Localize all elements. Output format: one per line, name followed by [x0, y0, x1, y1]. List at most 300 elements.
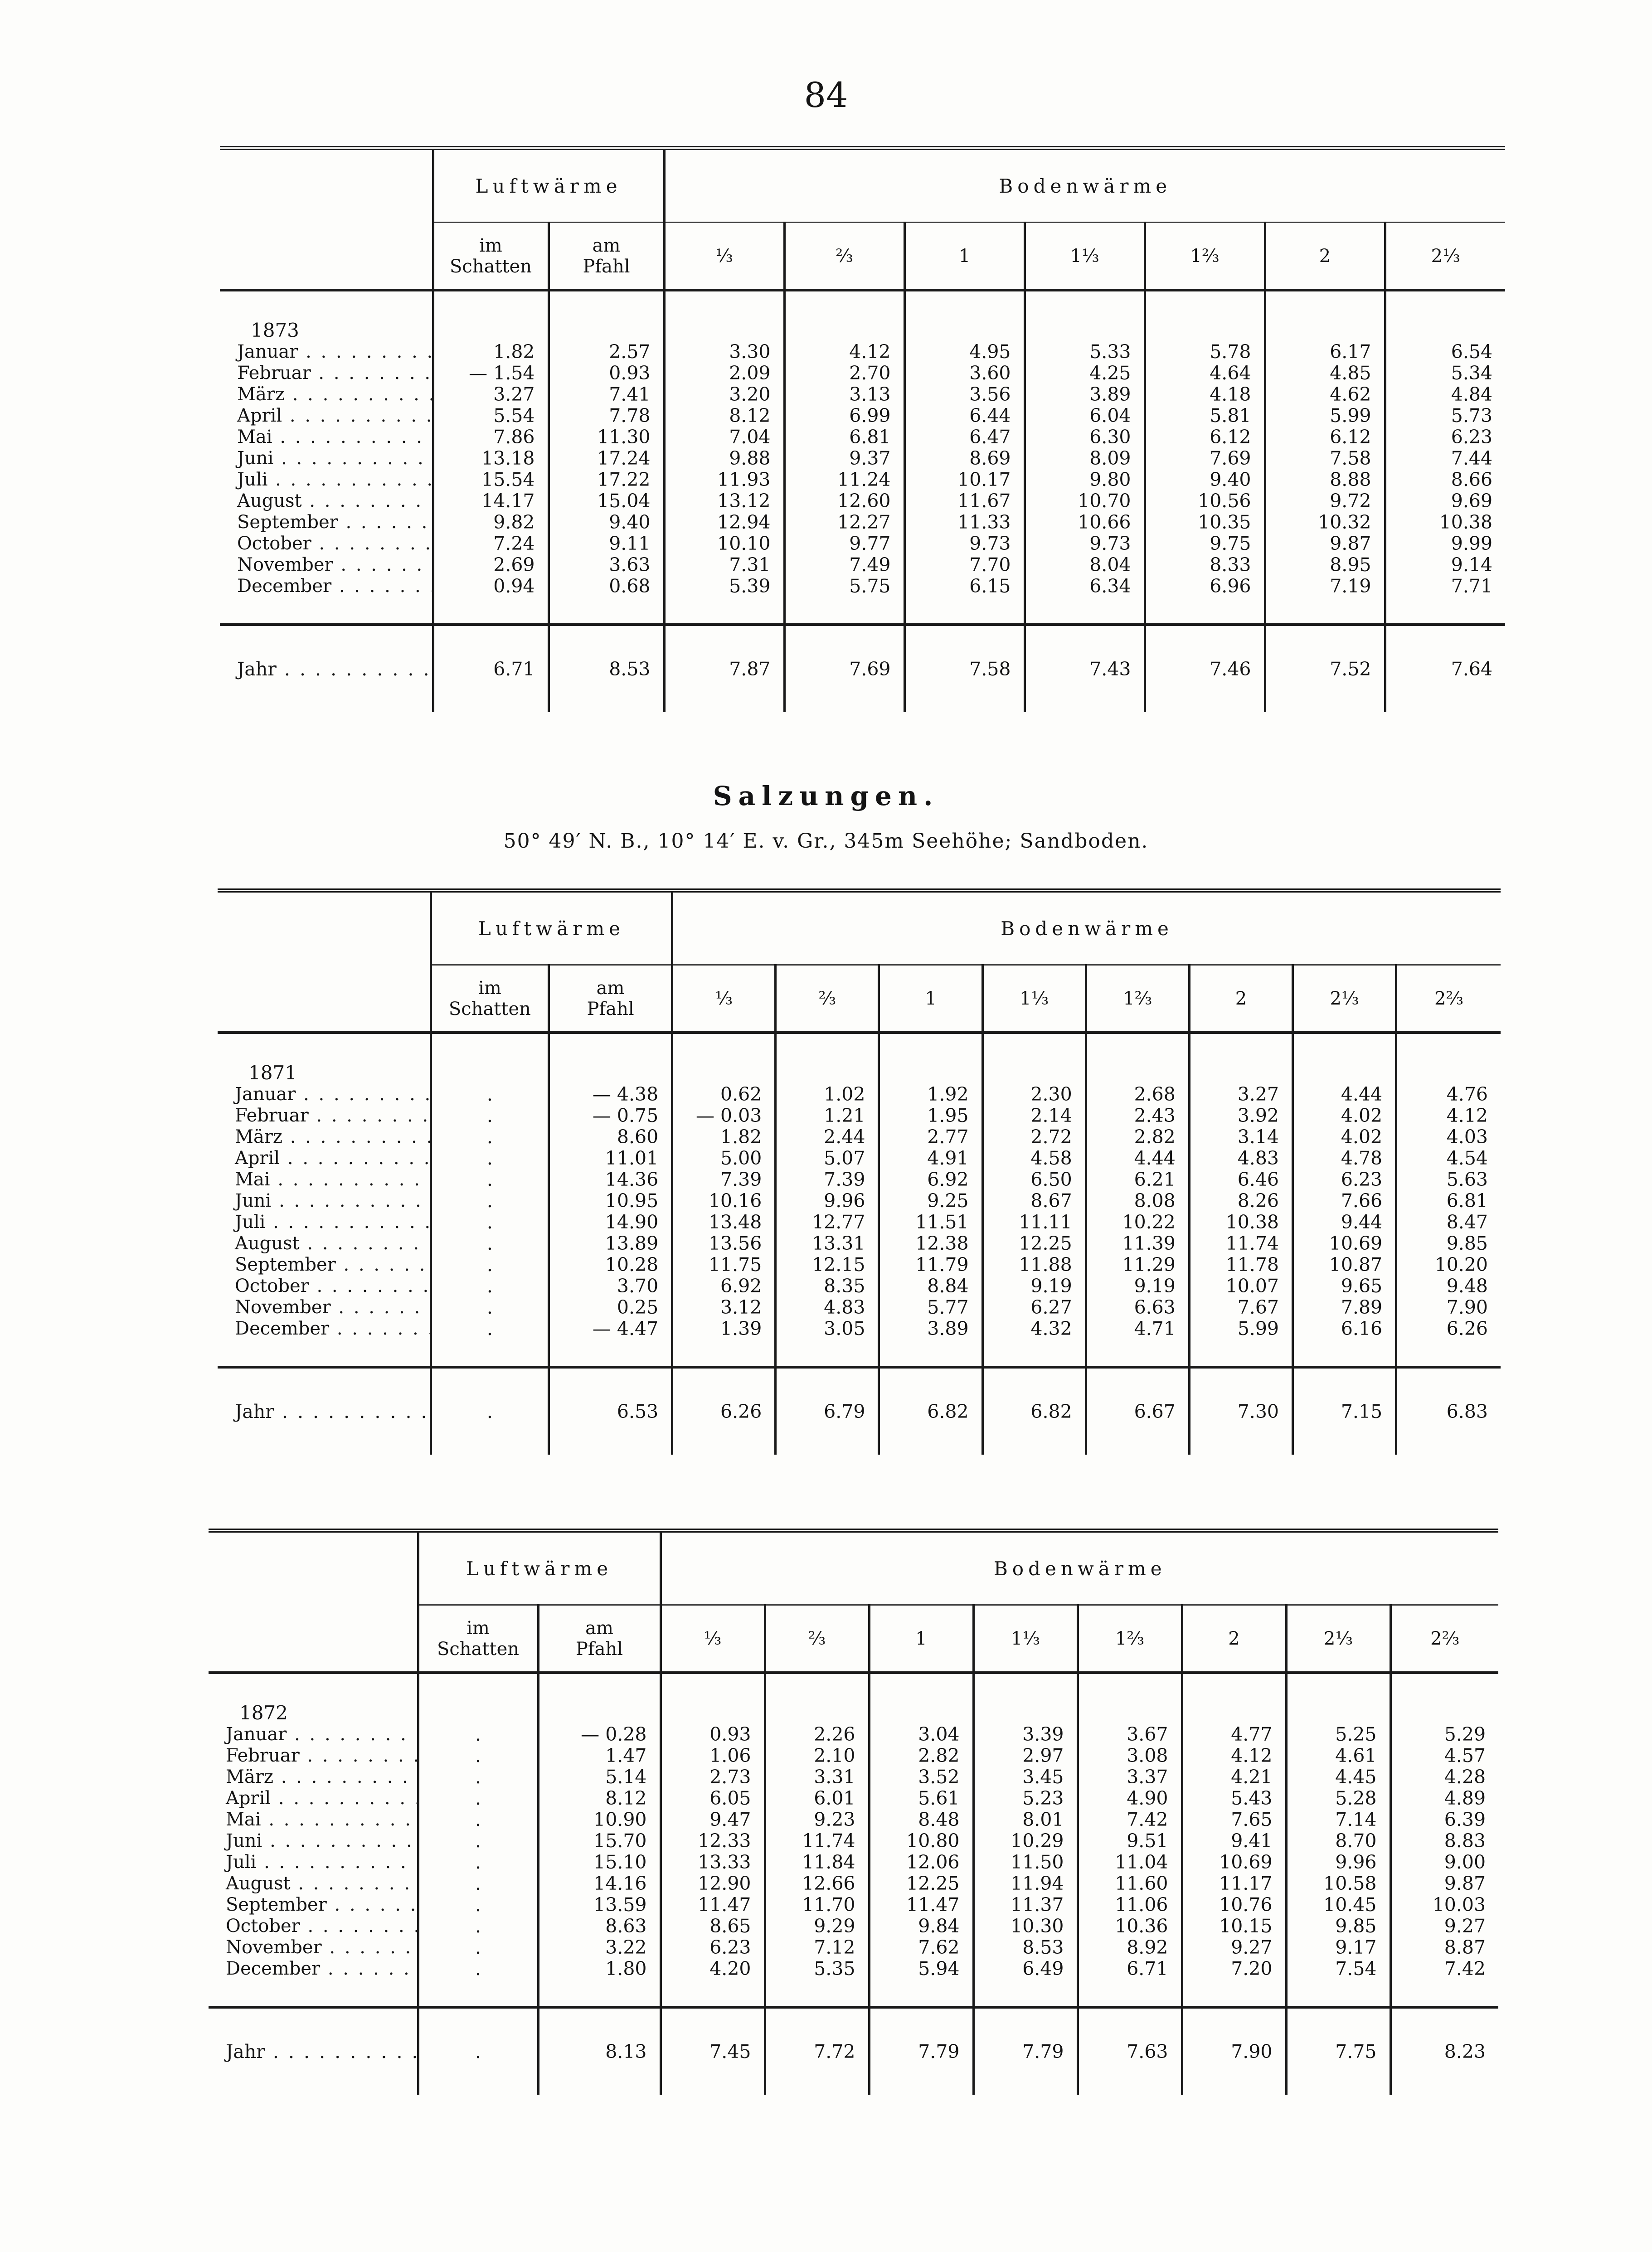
table-cell: 8.53: [973, 1937, 1078, 1958]
table-cell: 4.12: [784, 341, 904, 363]
table-cell: 4.02: [1293, 1105, 1396, 1126]
jahr-cell: 7.75: [1286, 2007, 1390, 2095]
table-cell: 10.35: [1145, 512, 1265, 533]
table-cell: — 4.47: [549, 1318, 672, 1340]
table-cell: 7.42: [1078, 1809, 1182, 1830]
table-cell: 3.67: [1078, 1724, 1182, 1745]
table-cell: 9.85: [1396, 1233, 1501, 1254]
table-cell: 7.20: [1182, 1958, 1286, 1980]
table-cell: 9.82: [433, 512, 549, 533]
table-cell: 5.54: [433, 405, 549, 427]
table-cell: 7.67: [1189, 1297, 1292, 1318]
table-cell: 11.37: [973, 1894, 1078, 1916]
header-depth: 1: [869, 1605, 973, 1673]
header-depth: 2: [1265, 223, 1385, 291]
table-cell: 15.10: [538, 1852, 661, 1873]
month-label: Mai . . .: [220, 427, 433, 448]
table-cell: 7.78: [549, 405, 664, 427]
table-cell: 10.15: [1182, 1916, 1286, 1937]
table-cell: 6.12: [1265, 427, 1385, 448]
jahr-row: [220, 625, 1505, 712]
table-cell: 2.30: [982, 1084, 1086, 1105]
table-cell: 7.71: [1385, 576, 1505, 597]
table-cell: 13.12: [664, 490, 784, 512]
table-cell: .: [418, 1809, 538, 1830]
table-cell: 8.04: [1025, 554, 1145, 576]
jahr-cell: 6.79: [776, 1367, 879, 1455]
table-1873: [220, 146, 1505, 712]
table-cell: 13.56: [672, 1233, 776, 1254]
table-cell: 9.25: [879, 1190, 982, 1212]
station-subtitle: 50° 49′ N. B., 10° 14′ E. v. Gr., 345m Seehöhe; Sandboden.: [503, 830, 1149, 853]
table-cell: 8.95: [1265, 554, 1385, 576]
table-cell: 13.33: [661, 1852, 765, 1873]
table-cell: 3.70: [549, 1276, 672, 1297]
table-cell: 9.96: [776, 1190, 879, 1212]
table-cell: .: [418, 1767, 538, 1788]
table-cell: 8.84: [879, 1276, 982, 1297]
table-cell: 11.93: [664, 469, 784, 490]
jahr-cell: 8.23: [1390, 2007, 1498, 2095]
month-label: April . . .: [218, 1148, 431, 1169]
table-cell: 4.44: [1293, 1084, 1396, 1105]
table-cell: 4.12: [1396, 1105, 1501, 1126]
month-label: November . . .: [209, 1937, 418, 1958]
table-cell: 6.34: [1025, 576, 1145, 597]
table-cell: 8.26: [1189, 1190, 1292, 1212]
page-number: 84: [804, 75, 848, 115]
table-cell: 6.96: [1145, 576, 1265, 597]
header-bodenwaerme: Bodenwärme: [664, 148, 1505, 223]
header-depth: 2⅓: [1293, 965, 1396, 1033]
table-cell: 4.57: [1390, 1745, 1498, 1767]
table-cell: 7.58: [1265, 448, 1385, 469]
table-cell: 7.12: [765, 1937, 869, 1958]
table-cell: 8.33: [1145, 554, 1265, 576]
header-depth: ⅓: [672, 965, 776, 1033]
month-label: August . . .: [218, 1233, 431, 1254]
table-cell: 5.35: [765, 1958, 869, 1980]
table-1872: [209, 1529, 1498, 2095]
table-cell: 6.01: [765, 1788, 869, 1809]
table-cell: 5.61: [869, 1788, 973, 1809]
header-depth: 1⅔: [1086, 965, 1189, 1033]
month-label: Juli . . .: [218, 1212, 431, 1233]
table-cell: 2.82: [1086, 1126, 1189, 1148]
table-cell: 0.25: [549, 1297, 672, 1318]
table-cell: 11.84: [765, 1852, 869, 1873]
table-cell: 13.89: [549, 1233, 672, 1254]
table-cell: 8.70: [1286, 1830, 1390, 1852]
table-cell: 7.70: [904, 554, 1025, 576]
table-cell: 9.47: [661, 1809, 765, 1830]
table-cell: 7.14: [1286, 1809, 1390, 1830]
table-cell: 11.47: [869, 1894, 973, 1916]
table-cell: 5.28: [1286, 1788, 1390, 1809]
jahr-cell: 7.87: [664, 625, 784, 712]
month-label: März . . .: [220, 384, 433, 405]
table-cell: 3.63: [549, 554, 664, 576]
table-cell: 1.47: [538, 1745, 661, 1767]
table-cell: 2.72: [982, 1126, 1086, 1148]
table-cell: 2.26: [765, 1724, 869, 1745]
table-1871: [218, 888, 1501, 1455]
table-cell: 9.41: [1182, 1830, 1286, 1852]
table-cell: 9.19: [982, 1276, 1086, 1297]
table-cell: 4.12: [1182, 1745, 1286, 1767]
jahr-cell: 6.82: [982, 1367, 1086, 1455]
table-cell: 5.33: [1025, 341, 1145, 363]
month-label: Mai . . .: [218, 1169, 431, 1190]
month-label: December . . .: [209, 1958, 418, 1980]
table-cell: 12.06: [869, 1852, 973, 1873]
header-depth: 2⅔: [1396, 965, 1501, 1033]
table-cell: 9.48: [1396, 1276, 1501, 1297]
table-cell: 1.92: [879, 1084, 982, 1105]
table-cell: 3.89: [879, 1318, 982, 1340]
table-cell: .: [431, 1169, 549, 1190]
table-cell: 7.44: [1385, 448, 1505, 469]
table-cell: 7.90: [1396, 1297, 1501, 1318]
table-cell: 13.31: [776, 1233, 879, 1254]
table-cell: 7.54: [1286, 1958, 1390, 1980]
table-row: [209, 1788, 1498, 1809]
table-cell: 10.10: [664, 533, 784, 554]
table-cell: 6.99: [784, 405, 904, 427]
month-label: Juli . . .: [209, 1852, 418, 1873]
table-cell: 10.95: [549, 1190, 672, 1212]
jahr-cell: 6.82: [879, 1367, 982, 1455]
table-cell: 11.74: [765, 1830, 869, 1852]
table-row: [218, 1190, 1501, 1212]
table-cell: 4.20: [661, 1958, 765, 1980]
table-cell: 8.09: [1025, 448, 1145, 469]
month-label: Januar . . .: [218, 1084, 431, 1105]
table-row: [209, 1894, 1498, 1916]
month-rows: [209, 1724, 1498, 1980]
table-cell: .: [418, 1830, 538, 1852]
jahr-cell: 7.72: [765, 2007, 869, 2095]
table-cell: 10.38: [1189, 1212, 1292, 1233]
table-cell: 4.83: [1189, 1148, 1292, 1169]
table-cell: 10.45: [1286, 1894, 1390, 1916]
table-cell: 3.92: [1189, 1105, 1292, 1126]
month-label: October . . .: [209, 1916, 418, 1937]
table-row: [218, 1169, 1501, 1190]
table-cell: 11.74: [1189, 1233, 1292, 1254]
table-cell: 9.85: [1286, 1916, 1390, 1937]
table-cell: 12.33: [661, 1830, 765, 1852]
table-cell: 6.92: [879, 1169, 982, 1190]
month-label: Juli . . .: [220, 469, 433, 490]
table-cell: 11.75: [672, 1254, 776, 1276]
table-cell: 10.32: [1265, 512, 1385, 533]
table-cell: 1.39: [672, 1318, 776, 1340]
table-cell: 4.83: [776, 1297, 879, 1318]
header-depth: 1⅓: [982, 965, 1086, 1033]
table-cell: 8.12: [538, 1788, 661, 1809]
table-row: [220, 448, 1505, 469]
table-row: [220, 469, 1505, 490]
table-cell: 3.20: [664, 384, 784, 405]
table-cell: 10.56: [1145, 490, 1265, 512]
table-cell: 4.02: [1293, 1126, 1396, 1148]
table-cell: 8.66: [1385, 469, 1505, 490]
table-row: [209, 1916, 1498, 1937]
table-cell: 7.41: [549, 384, 664, 405]
table-cell: 6.16: [1293, 1318, 1396, 1340]
table-cell: 10.07: [1189, 1276, 1292, 1297]
table-cell: 3.22: [538, 1937, 661, 1958]
table-cell: 1.82: [433, 341, 549, 363]
table-cell: 11.17: [1182, 1873, 1286, 1894]
table-cell: 13.18: [433, 448, 549, 469]
table-cell: 2.77: [879, 1126, 982, 1148]
table-row: [218, 1126, 1501, 1148]
table-cell: 11.24: [784, 469, 904, 490]
header-depth: 1: [904, 223, 1025, 291]
table-cell: 11.88: [982, 1254, 1086, 1276]
header-depth: 1: [879, 965, 982, 1033]
table-row: [209, 1809, 1498, 1830]
table-cell: 3.31: [765, 1767, 869, 1788]
month-label: Juni . . .: [220, 448, 433, 469]
table-cell: .: [418, 1873, 538, 1894]
table-cell: 14.90: [549, 1212, 672, 1233]
header-im-schatten: im Schatten: [433, 223, 549, 291]
month-label: Februar . . .: [218, 1105, 431, 1126]
table-row: [220, 405, 1505, 427]
station-title: Salzungen.: [713, 781, 939, 811]
table-cell: 10.29: [973, 1830, 1078, 1852]
table-cell: 10.69: [1182, 1852, 1286, 1873]
table-cell: 5.25: [1286, 1724, 1390, 1745]
table-cell: 4.84: [1385, 384, 1505, 405]
table-cell: 5.77: [879, 1297, 982, 1318]
table-cell: 5.94: [869, 1958, 973, 1980]
table-cell: 12.27: [784, 512, 904, 533]
table-cell: 11.47: [661, 1894, 765, 1916]
table-cell: 7.39: [776, 1169, 879, 1190]
jahr-cell: 6.83: [1396, 1367, 1501, 1455]
table-cell: 10.76: [1182, 1894, 1286, 1916]
table-cell: 8.35: [776, 1276, 879, 1297]
table-cell: 4.18: [1145, 384, 1265, 405]
table-cell: 2.09: [664, 363, 784, 384]
month-label: April . . .: [209, 1788, 418, 1809]
table-cell: .: [418, 1724, 538, 1745]
table-cell: 3.37: [1078, 1767, 1182, 1788]
month-label: October . . .: [218, 1276, 431, 1297]
month-label: Januar . . .: [220, 341, 433, 363]
table-row: [218, 1105, 1501, 1126]
table-cell: 0.93: [661, 1724, 765, 1745]
month-label: December . . .: [218, 1318, 431, 1340]
table-cell: 2.73: [661, 1767, 765, 1788]
table-cell: 10.30: [973, 1916, 1078, 1937]
month-label: November . . .: [218, 1297, 431, 1318]
table-cell: 9.14: [1385, 554, 1505, 576]
table-cell: 5.99: [1189, 1318, 1292, 1340]
table-cell: 3.45: [973, 1767, 1078, 1788]
table-cell: 2.14: [982, 1105, 1086, 1126]
table-cell: 7.04: [664, 427, 784, 448]
table-cell: 8.67: [982, 1190, 1086, 1212]
header-bodenwaerme: Bodenwärme: [661, 1531, 1498, 1605]
table-cell: 3.56: [904, 384, 1025, 405]
header-depth: 2⅓: [1385, 223, 1505, 291]
table-cell: 9.51: [1078, 1830, 1182, 1852]
table-cell: 11.50: [973, 1852, 1078, 1873]
table-cell: 6.63: [1086, 1297, 1189, 1318]
table-cell: 13.48: [672, 1212, 776, 1233]
table-cell: 3.52: [869, 1767, 973, 1788]
table-cell: 3.04: [869, 1724, 973, 1745]
table-cell: 10.66: [1025, 512, 1145, 533]
table-cell: 4.45: [1286, 1767, 1390, 1788]
header-im-schatten: im Schatten: [431, 965, 549, 1033]
jahr-cell: 7.79: [869, 2007, 973, 2095]
table-cell: 9.27: [1390, 1916, 1498, 1937]
table-cell: 7.69: [1145, 448, 1265, 469]
table-cell: 6.46: [1189, 1169, 1292, 1190]
table-cell: 9.99: [1385, 533, 1505, 554]
table-cell: 10.69: [1293, 1233, 1396, 1254]
table-cell: 5.00: [672, 1148, 776, 1169]
table-cell: 1.02: [776, 1084, 879, 1105]
month-label: December . . .: [220, 576, 433, 597]
table-cell: 5.78: [1145, 341, 1265, 363]
table-cell: .: [431, 1148, 549, 1169]
jahr-cell: 7.63: [1078, 2007, 1182, 2095]
table-cell: 10.38: [1385, 512, 1505, 533]
header-am-pfahl: am Pfahl: [549, 223, 664, 291]
table-cell: 10.28: [549, 1254, 672, 1276]
table-cell: 4.28: [1390, 1767, 1498, 1788]
table-cell: 2.97: [973, 1745, 1078, 1767]
table-cell: 11.39: [1086, 1233, 1189, 1254]
table-cell: 15.04: [549, 490, 664, 512]
table-cell: 9.87: [1265, 533, 1385, 554]
table-cell: 15.70: [538, 1830, 661, 1852]
table-row: [218, 1276, 1501, 1297]
table-row: [209, 1852, 1498, 1873]
month-label: August . . .: [220, 490, 433, 512]
header-im-schatten: im Schatten: [418, 1605, 538, 1673]
month-label: August . . .: [209, 1873, 418, 1894]
table-cell: .: [431, 1254, 549, 1276]
table-cell: 6.44: [904, 405, 1025, 427]
table-cell: 8.88: [1265, 469, 1385, 490]
table-cell: 9.73: [1025, 533, 1145, 554]
table-cell: 6.15: [904, 576, 1025, 597]
table-cell: .: [418, 1788, 538, 1809]
table-row: [218, 1212, 1501, 1233]
jahr-cell: 7.15: [1293, 1367, 1396, 1455]
table-cell: 3.12: [672, 1297, 776, 1318]
header-depth: 1⅔: [1145, 223, 1265, 291]
table-row: [209, 1958, 1498, 1980]
header-depth: 2: [1189, 965, 1292, 1033]
table-cell: 5.73: [1385, 405, 1505, 427]
table-cell: .: [431, 1190, 549, 1212]
table-cell: 8.12: [664, 405, 784, 427]
table-cell: 10.87: [1293, 1254, 1396, 1276]
table-cell: 6.23: [1385, 427, 1505, 448]
table-cell: 12.66: [765, 1873, 869, 1894]
table-cell: .: [418, 1937, 538, 1958]
jahr-cell: 7.52: [1265, 625, 1385, 712]
table-cell: 8.87: [1390, 1937, 1498, 1958]
jahr-cell: 7.58: [904, 625, 1025, 712]
table-cell: 6.81: [1396, 1190, 1501, 1212]
table-cell: 11.04: [1078, 1852, 1182, 1873]
month-label: Januar . . .: [209, 1724, 418, 1745]
table-cell: 11.51: [879, 1212, 982, 1233]
table-cell: 4.64: [1145, 363, 1265, 384]
table-cell: 9.27: [1182, 1937, 1286, 1958]
jahr-cell: 7.45: [661, 2007, 765, 2095]
jahr-cell: .: [418, 2007, 538, 2095]
table-cell: .: [431, 1318, 549, 1340]
table-row: [220, 427, 1505, 448]
table-cell: 9.37: [784, 448, 904, 469]
table-cell: 9.19: [1086, 1276, 1189, 1297]
table-cell: 5.29: [1390, 1724, 1498, 1745]
table-cell: 9.40: [1145, 469, 1265, 490]
table-cell: 6.04: [1025, 405, 1145, 427]
table-cell: 14.36: [549, 1169, 672, 1190]
year-label: 1871: [218, 1033, 431, 1084]
table-cell: .: [418, 1916, 538, 1937]
table-cell: 11.79: [879, 1254, 982, 1276]
table-cell: 12.77: [776, 1212, 879, 1233]
header-depth: ⅔: [776, 965, 879, 1033]
table-cell: 7.19: [1265, 576, 1385, 597]
month-label: September . . .: [218, 1254, 431, 1276]
table-cell: 9.23: [765, 1809, 869, 1830]
table-cell: 9.88: [664, 448, 784, 469]
table-cell: 7.39: [672, 1169, 776, 1190]
table-cell: 9.00: [1390, 1852, 1498, 1873]
header-depth: 2⅔: [1390, 1605, 1498, 1673]
table-cell: 9.65: [1293, 1276, 1396, 1297]
table-cell: 12.60: [784, 490, 904, 512]
jahr-cell: 7.90: [1182, 2007, 1286, 2095]
table-cell: 11.78: [1189, 1254, 1292, 1276]
table-cell: 4.03: [1396, 1126, 1501, 1148]
table-cell: 3.27: [433, 384, 549, 405]
table-cell: .: [431, 1212, 549, 1233]
jahr-cell: 6.71: [433, 625, 549, 712]
table-cell: 2.82: [869, 1745, 973, 1767]
table-cell: 12.25: [982, 1233, 1086, 1254]
jahr-row: [218, 1367, 1501, 1455]
table-cell: 6.12: [1145, 427, 1265, 448]
table-row: [218, 1318, 1501, 1340]
header-depth: ⅔: [765, 1605, 869, 1673]
table-cell: 4.58: [982, 1148, 1086, 1169]
table-row: [209, 1937, 1498, 1958]
table-cell: 6.92: [672, 1276, 776, 1297]
table-cell: 5.43: [1182, 1788, 1286, 1809]
table-cell: 10.17: [904, 469, 1025, 490]
table-cell: 9.84: [869, 1916, 973, 1937]
table-cell: 1.80: [538, 1958, 661, 1980]
table-cell: 11.70: [765, 1894, 869, 1916]
month-label: April . . .: [220, 405, 433, 427]
jahr-cell: 7.79: [973, 2007, 1078, 2095]
